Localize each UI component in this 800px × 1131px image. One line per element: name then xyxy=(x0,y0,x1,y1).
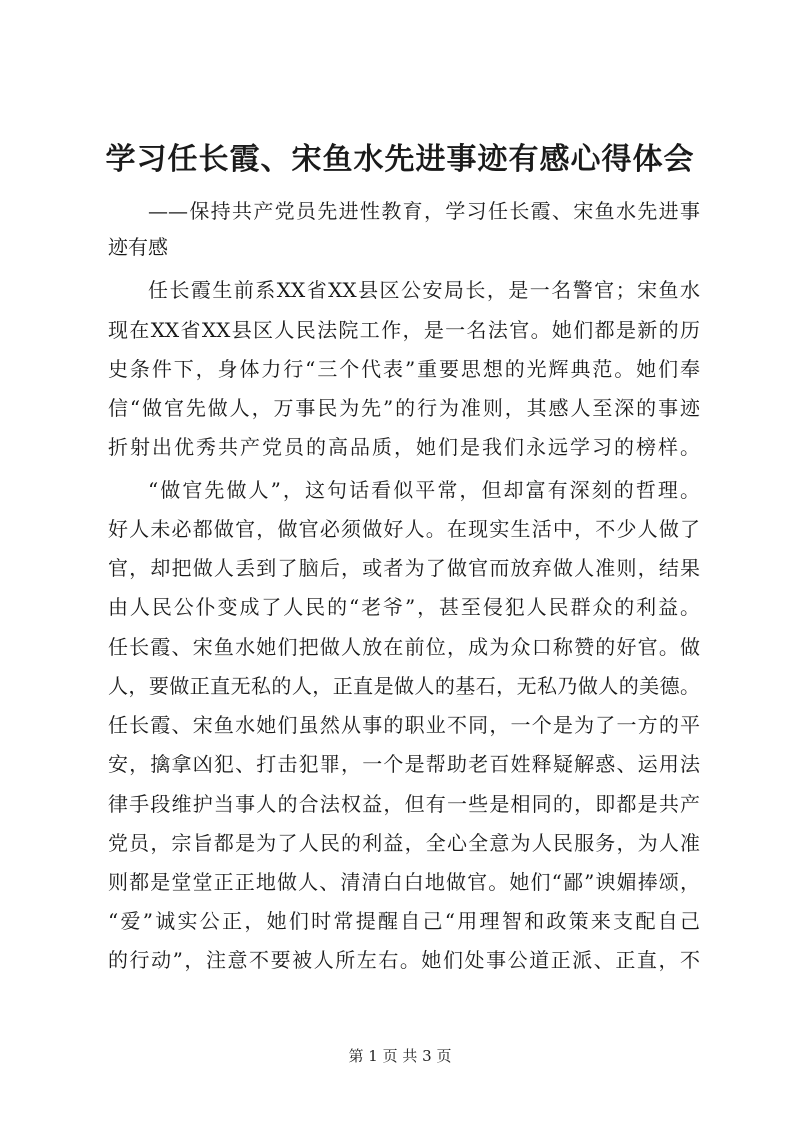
paragraph-line: 信“做官先做人，万事民为先”的行为准则，其感人至深的事迹 xyxy=(108,396,700,420)
paragraph-line: 安，擒拿凶犯、打击犯罪，一个是帮助老百姓释疑解惑、运用法 xyxy=(108,752,700,776)
paragraph-line: 折射出优秀共产党员的高品质，她们是我们永远学习的榜样。 xyxy=(108,435,700,459)
paragraph-line: 的行动”，注意不要被人所左右。她们处事公道正派、正直，不 xyxy=(108,948,700,972)
paragraph-line: 任长霞生前系XX省XX县区公安局长，是一名警官；宋鱼水 xyxy=(148,278,700,302)
paragraph-line: 由人民公仆变成了人民的“老爷”，甚至侵犯人民群众的利益。 xyxy=(108,595,700,619)
paragraph-line: 任长霞、宋鱼水她们把做人放在前位，成为众口称赞的好官。做 xyxy=(108,635,700,659)
paragraph-line: 任长霞、宋鱼水她们虽然从事的职业不同，一个是为了一方的平 xyxy=(108,713,700,737)
subtitle-line: ——保持共产党员先进性教育，学习任长霞、宋鱼水先进事 xyxy=(148,199,700,223)
paragraph-line: 好人未必都做官，做官必须做好人。在现实生活中，不少人做了 xyxy=(108,517,700,541)
paragraph-line: 则都是堂堂正正地做人、清清白白地做官。她们“鄙”谀媚捧颂， xyxy=(108,870,700,894)
subtitle-line: 迹有感 xyxy=(108,235,168,259)
paragraph-line: “做官先做人”，这句话看似平常，但却富有深刻的哲理。 xyxy=(148,478,700,502)
paragraph-line: 史条件下，身体力行“三个代表”重要思想的光辉典范。她们奉 xyxy=(108,357,700,381)
paragraph-line: 人，要做正直无私的人，正直是做人的基石，无私乃做人的美德。 xyxy=(108,674,700,698)
paragraph-line: “爱”诚实公正，她们时常提醒自己“用理智和政策来支配自己 xyxy=(108,909,700,933)
paragraph-line: 官，却把做人丢到了脑后，或者为了做官而放弃做人准则，结果 xyxy=(108,556,700,580)
document-title: 学习任长霞、宋鱼水先进事迹有感心得体会 xyxy=(105,142,695,177)
paragraph-line: 党员，宗旨都是为了人民的利益，全心全意为人民服务，为人准 xyxy=(108,831,700,855)
page-number: 第 1 页 共 3 页 xyxy=(348,1047,452,1065)
paragraph-line: 现在XX省XX县区人民法院工作，是一名法官。她们都是新的历 xyxy=(108,318,700,342)
paragraph-line: 律手段维护当事人的合法权益，但有一些是相同的，即都是共产 xyxy=(108,792,700,816)
